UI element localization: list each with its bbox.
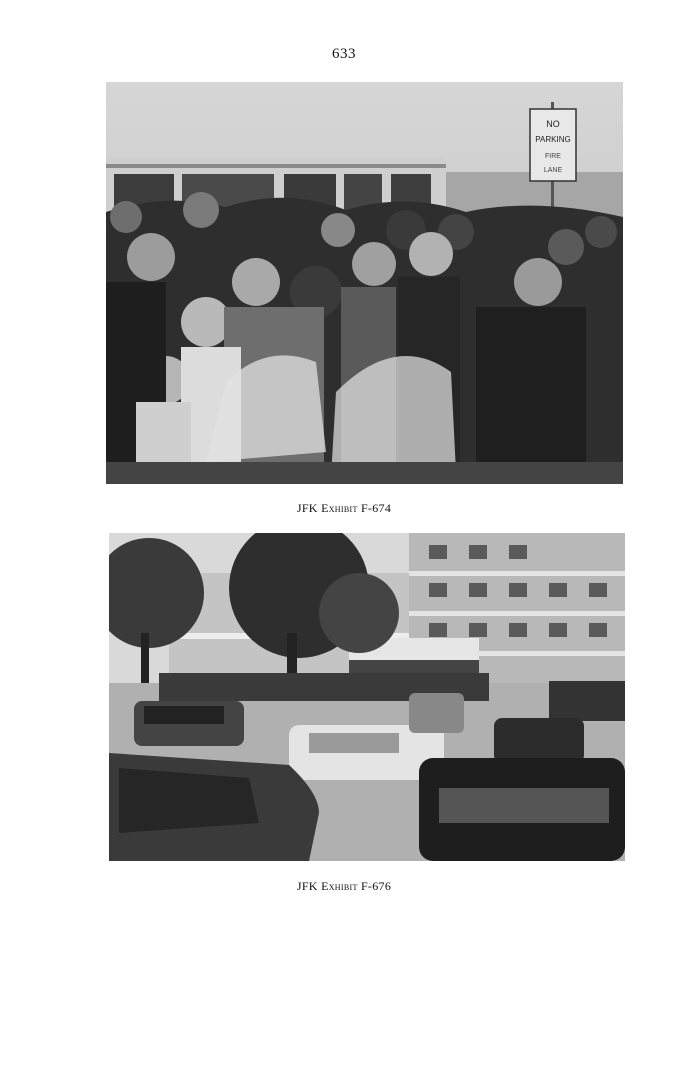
caption-id: F-676 [360, 879, 392, 893]
page-number: 633 [332, 46, 356, 62]
caption-word: Exhibit [321, 879, 358, 893]
caption-exhibit-f674 [0, 501, 688, 516]
caption-prefix: JFK [296, 879, 318, 893]
caption-prefix: JFK [296, 501, 318, 515]
caption-exhibit-f676 [0, 879, 688, 894]
sign-line-1: NO [546, 119, 560, 129]
caption-word: Exhibit [321, 501, 358, 515]
caption-id: F-674 [360, 501, 392, 515]
sign-line-3: FIRE [545, 153, 561, 160]
sign-line-4: LANE [543, 167, 563, 174]
crowd-photograph [106, 82, 623, 484]
parking-lot-photograph [109, 533, 625, 861]
sign-line-2: PARKING [535, 135, 571, 144]
